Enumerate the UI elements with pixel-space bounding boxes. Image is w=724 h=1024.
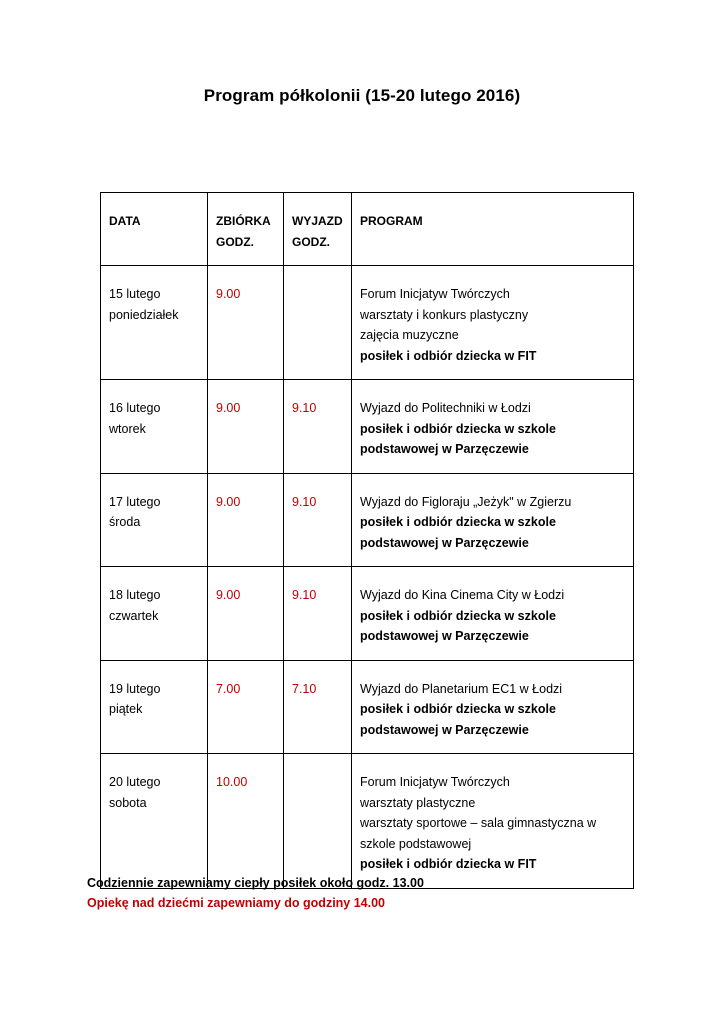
gathering-time-cell: 9.00	[208, 380, 284, 474]
date-text: 18 lutego	[109, 588, 161, 602]
table-row	[101, 380, 634, 474]
table-row	[101, 266, 634, 380]
departure-time-cell	[284, 266, 352, 380]
program-line: Wyjazd do Politechniki w Łodzi	[360, 401, 531, 415]
program-cell	[352, 754, 634, 889]
program-cell	[352, 567, 634, 661]
program-pickup-line: posiłek i odbiór dziecka w szkole	[360, 608, 556, 623]
table-row	[101, 754, 634, 889]
date-text: 16 lutego	[109, 401, 161, 415]
gathering-time-cell: 9.00	[208, 567, 284, 661]
program-pickup-line: posiłek i odbiór dziecka w FIT	[360, 348, 537, 363]
program-pickup-line: podstawowej w Parzęczewie	[360, 535, 529, 550]
header-program: PROGRAM	[352, 193, 634, 266]
header-date: DATA	[101, 193, 208, 266]
date-cell	[101, 266, 208, 380]
departure-time-cell: 7.10	[284, 660, 352, 754]
date-cell	[101, 660, 208, 754]
departure-time-cell: 9.10	[284, 380, 352, 474]
date-cell	[101, 754, 208, 889]
program-pickup-line: podstawowej w Parzęczewie	[360, 442, 529, 456]
program-pickup-line: posiłek i odbiór dziecka w FIT	[360, 857, 537, 871]
header-zbiorka: ZBIÓRKA GODZ.	[208, 193, 284, 266]
program-cell	[352, 473, 634, 567]
date-text: 19 lutego	[109, 681, 161, 696]
departure-time-cell: 9.10	[284, 567, 352, 661]
table-row	[101, 473, 634, 567]
date-cell	[101, 473, 208, 567]
date-text: 17 lutego	[109, 494, 161, 509]
program-line: zajęcia muzyczne	[360, 328, 459, 342]
program-line: warsztaty i konkurs plastyczny	[360, 307, 529, 322]
program-line: szkole podstawowej	[360, 836, 472, 851]
date-cell	[101, 567, 208, 661]
weekday-text: sobota	[109, 795, 147, 810]
table-row	[101, 660, 634, 754]
gathering-time-cell: 10.00	[208, 754, 284, 889]
date-text: 20 lutego	[109, 775, 161, 789]
page-title: Program półkolonii (15-20 lutego 2016)	[203, 86, 521, 105]
program-pickup-line: podstawowej w Parzęczewie	[360, 722, 529, 737]
program-pickup-line: posiłek i odbiór dziecka w szkole	[360, 515, 556, 529]
footer-meal-note: Codziennie zapewniamy ciepły posiłek około godz. 13.00	[87, 876, 424, 890]
weekday-text: czwartek	[109, 608, 159, 623]
header-wyjazd: WYJAZD GODZ.	[284, 193, 352, 266]
date-cell	[101, 380, 208, 474]
table-row	[101, 567, 634, 661]
gathering-time-cell: 7.00	[208, 660, 284, 754]
weekday-text: poniedziałek	[109, 307, 179, 322]
program-pickup-line: posiłek i odbiór dziecka w szkole	[360, 702, 556, 716]
gathering-time-cell: 9.00	[208, 266, 284, 380]
program-pickup-line: posiłek i odbiór dziecka w szkole	[360, 421, 556, 436]
program-line: warsztaty sportowe – sala gimnastyczna w	[360, 816, 597, 830]
program-line: warsztaty plastyczne	[360, 795, 476, 810]
gathering-time-cell: 9.00	[208, 473, 284, 567]
program-pickup-line: podstawowej w Parzęczewie	[360, 629, 529, 643]
program-line: Forum Inicjatyw Twórczych	[360, 775, 510, 789]
departure-time-cell: 9.10	[284, 473, 352, 567]
program-line: Forum Inicjatyw Twórczych	[360, 287, 510, 301]
weekday-text: piątek	[109, 702, 143, 716]
program-line: Wyjazd do Figloraju „Jeżyk" w Zgierzu	[360, 494, 572, 509]
program-cell	[352, 660, 634, 754]
program-cell	[352, 380, 634, 474]
header-row	[101, 193, 634, 266]
footer-care-note: Opiekę nad dziećmi zapewniamy do godziny 14.00	[87, 896, 386, 910]
departure-time-cell	[284, 754, 352, 889]
program-line: Wyjazd do Kina Cinema City w Łodzi	[360, 588, 565, 602]
weekday-text: wtorek	[109, 421, 146, 436]
date-text: 15 lutego	[109, 287, 161, 301]
schedule-table	[100, 192, 634, 889]
weekday-text: środa	[109, 515, 141, 529]
program-line: Wyjazd do Planetarium EC1 w Łodzi	[360, 681, 563, 696]
program-cell	[352, 266, 634, 380]
